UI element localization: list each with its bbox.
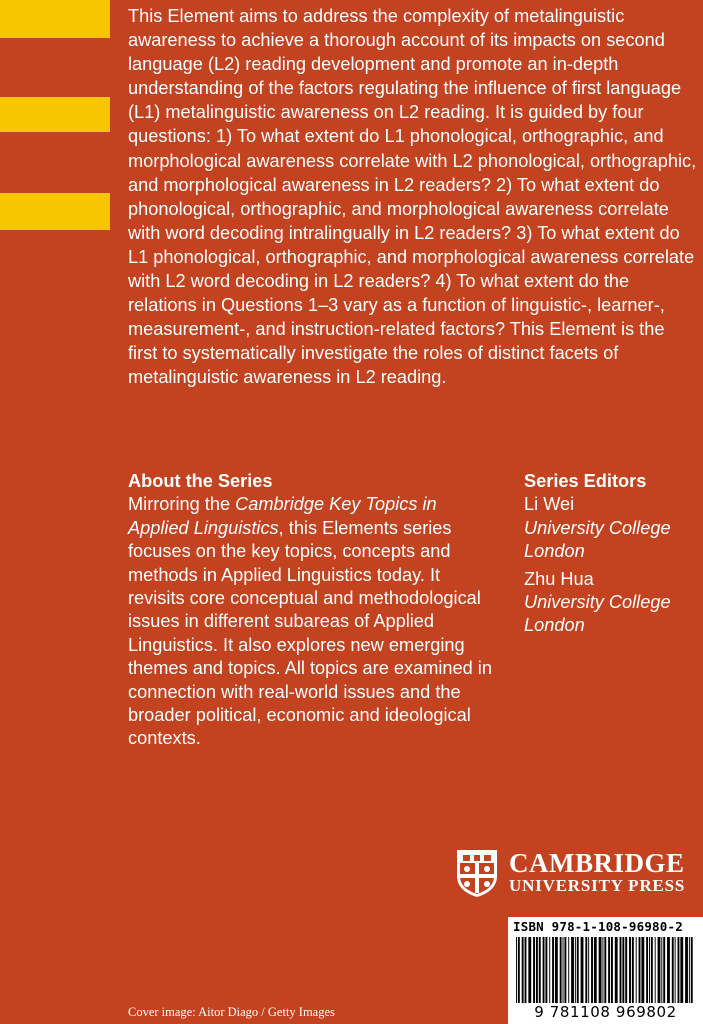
- series-editors: [524, 470, 702, 638]
- publisher-press: UNIVERSITY PRESS: [509, 876, 686, 895]
- barcode-bar: [518, 937, 520, 1003]
- barcode-bar: [568, 937, 569, 1003]
- isbn-barcode: [508, 917, 703, 1024]
- barcode-bar: [536, 937, 538, 1003]
- barcode-bar: [522, 937, 524, 1003]
- barcode-bar: [608, 937, 610, 1003]
- barcode-bar: [564, 937, 566, 1003]
- barcode-bar: [533, 937, 535, 1003]
- series-title-italic: Cambridge Key Topics in Applied Linguistics: [128, 494, 437, 538]
- barcode-bar: [604, 937, 606, 1003]
- barcode-bar: [560, 937, 562, 1003]
- barcode-bar: [525, 937, 527, 1003]
- yellow-stripe-middle: [0, 97, 110, 132]
- barcode-bar: [516, 937, 517, 1003]
- barcode-bar: [563, 937, 564, 1003]
- about-series-heading: About the Series: [128, 471, 273, 491]
- isbn-label: ISBN 978-1-108-96980-2: [513, 919, 683, 934]
- editor-name: Li Wei: [524, 494, 575, 515]
- about-series-text: Mirroring the Cambridge Key Topics in Applied Linguistics, this Elements series focuses on the key topics, concepts and methods in Applied Linguistics today. It revisits core conceptual and methodological issues in different subareas of Applied Linguistics. It also explores new emerging themes and topics. All topics are examined in connection with real-world issues and the broader political, economic and ideological contexts.: [128, 494, 492, 749]
- barcode-bar: [667, 937, 670, 1003]
- about-the-series: [128, 470, 500, 751]
- cambridge-crest-icon: [455, 848, 499, 898]
- barcode-bar: [632, 937, 634, 1003]
- barcode-bar: [577, 937, 579, 1003]
- barcode-bar: [539, 937, 541, 1003]
- barcode-bar: [594, 937, 597, 1003]
- barcode-bar: [599, 937, 602, 1003]
- barcode-bar: [620, 937, 622, 1003]
- barcode-bar: [581, 937, 584, 1003]
- editor-affiliation: University College London: [524, 517, 671, 562]
- barcode-bar: [571, 937, 574, 1003]
- barcode-bar: [549, 937, 550, 1003]
- publisher-name: CAMBRIDGE: [509, 848, 685, 878]
- barcode-bar: [629, 937, 631, 1003]
- barcode-bar: [685, 937, 688, 1003]
- barcode-bar: [622, 937, 624, 1003]
- barcode-bar: [552, 937, 554, 1003]
- barcode-bar: [591, 937, 593, 1003]
- barcode-bar: [651, 937, 653, 1003]
- barcode-bar: [588, 937, 589, 1003]
- barcode-bar: [636, 937, 637, 1003]
- barcode-bar: [611, 937, 613, 1003]
- barcode-bar: [602, 937, 603, 1003]
- back-cover-blurb: This Element aims to address the complexity of metalinguistic awareness to achieve a thorough account of its impacts on second language (L2) reading development and promote an in-depth understanding of the factors regulating the influence of first language (L1) metalinguistic awareness on L2 reading. It is guided by four questions: 1) To what extent do L1 phonological, orthographic, and morphological awareness correlate with L2 phonological, orthographic, and morphological awareness in L2 readers? 2) To what extent do phonological, orthographic, and morphological awareness correlate with word decoding intralingually in L2 readers? 3) To what extent do L1 phonological, orthographic, and morphological awareness correlate with L2 word decoding in L2 readers? 4) To what extent do the relations in Questions 1–3 vary as a function of linguistic-, learner-, measurement-, and instruction-related factors? This Element is the first to systematically investigate the roles of distinct facets of metalinguistic awareness in L2 reading.: [128, 6, 697, 388]
- barcode-bar: [555, 937, 558, 1003]
- editor-name: Zhu Hua: [524, 568, 594, 589]
- barcode-bar: [615, 937, 618, 1003]
- barcode-bar: [678, 937, 680, 1003]
- barcode-bar: [545, 937, 547, 1003]
- barcode-bar: [658, 937, 661, 1003]
- barcode-bar: [625, 937, 627, 1003]
- barcode-bar: [675, 937, 676, 1003]
- yellow-stripe-top: [0, 0, 110, 38]
- barcode-bar: [585, 937, 587, 1003]
- barcode-bars: [516, 937, 696, 1003]
- series-editors-heading: Series Editors: [524, 471, 647, 491]
- barcode-bar: [680, 937, 683, 1003]
- barcode-bar: [661, 937, 662, 1003]
- barcode-bar: [672, 937, 674, 1003]
- barcode-bar: [691, 937, 693, 1003]
- barcode-bar: [543, 937, 545, 1003]
- barcode-bar: [649, 937, 650, 1003]
- barcode-bar: [646, 937, 648, 1003]
- barcode-bar: [641, 937, 644, 1003]
- yellow-stripe-bottom: [0, 193, 110, 230]
- barcode-bar: [655, 937, 656, 1003]
- publisher-logo: [455, 848, 701, 900]
- barcode-bar: [663, 937, 665, 1003]
- barcode-bar: [689, 937, 690, 1003]
- barcode-bar: [575, 937, 576, 1003]
- barcode-bar: [528, 937, 531, 1003]
- barcode-digits: 9 781108 969802: [534, 1003, 677, 1021]
- editor-affiliation: University College London: [524, 592, 671, 636]
- cover-image-credit: Cover image: Aitor Diago / Getty Images: [128, 1005, 335, 1019]
- barcode-bar: [639, 937, 641, 1003]
